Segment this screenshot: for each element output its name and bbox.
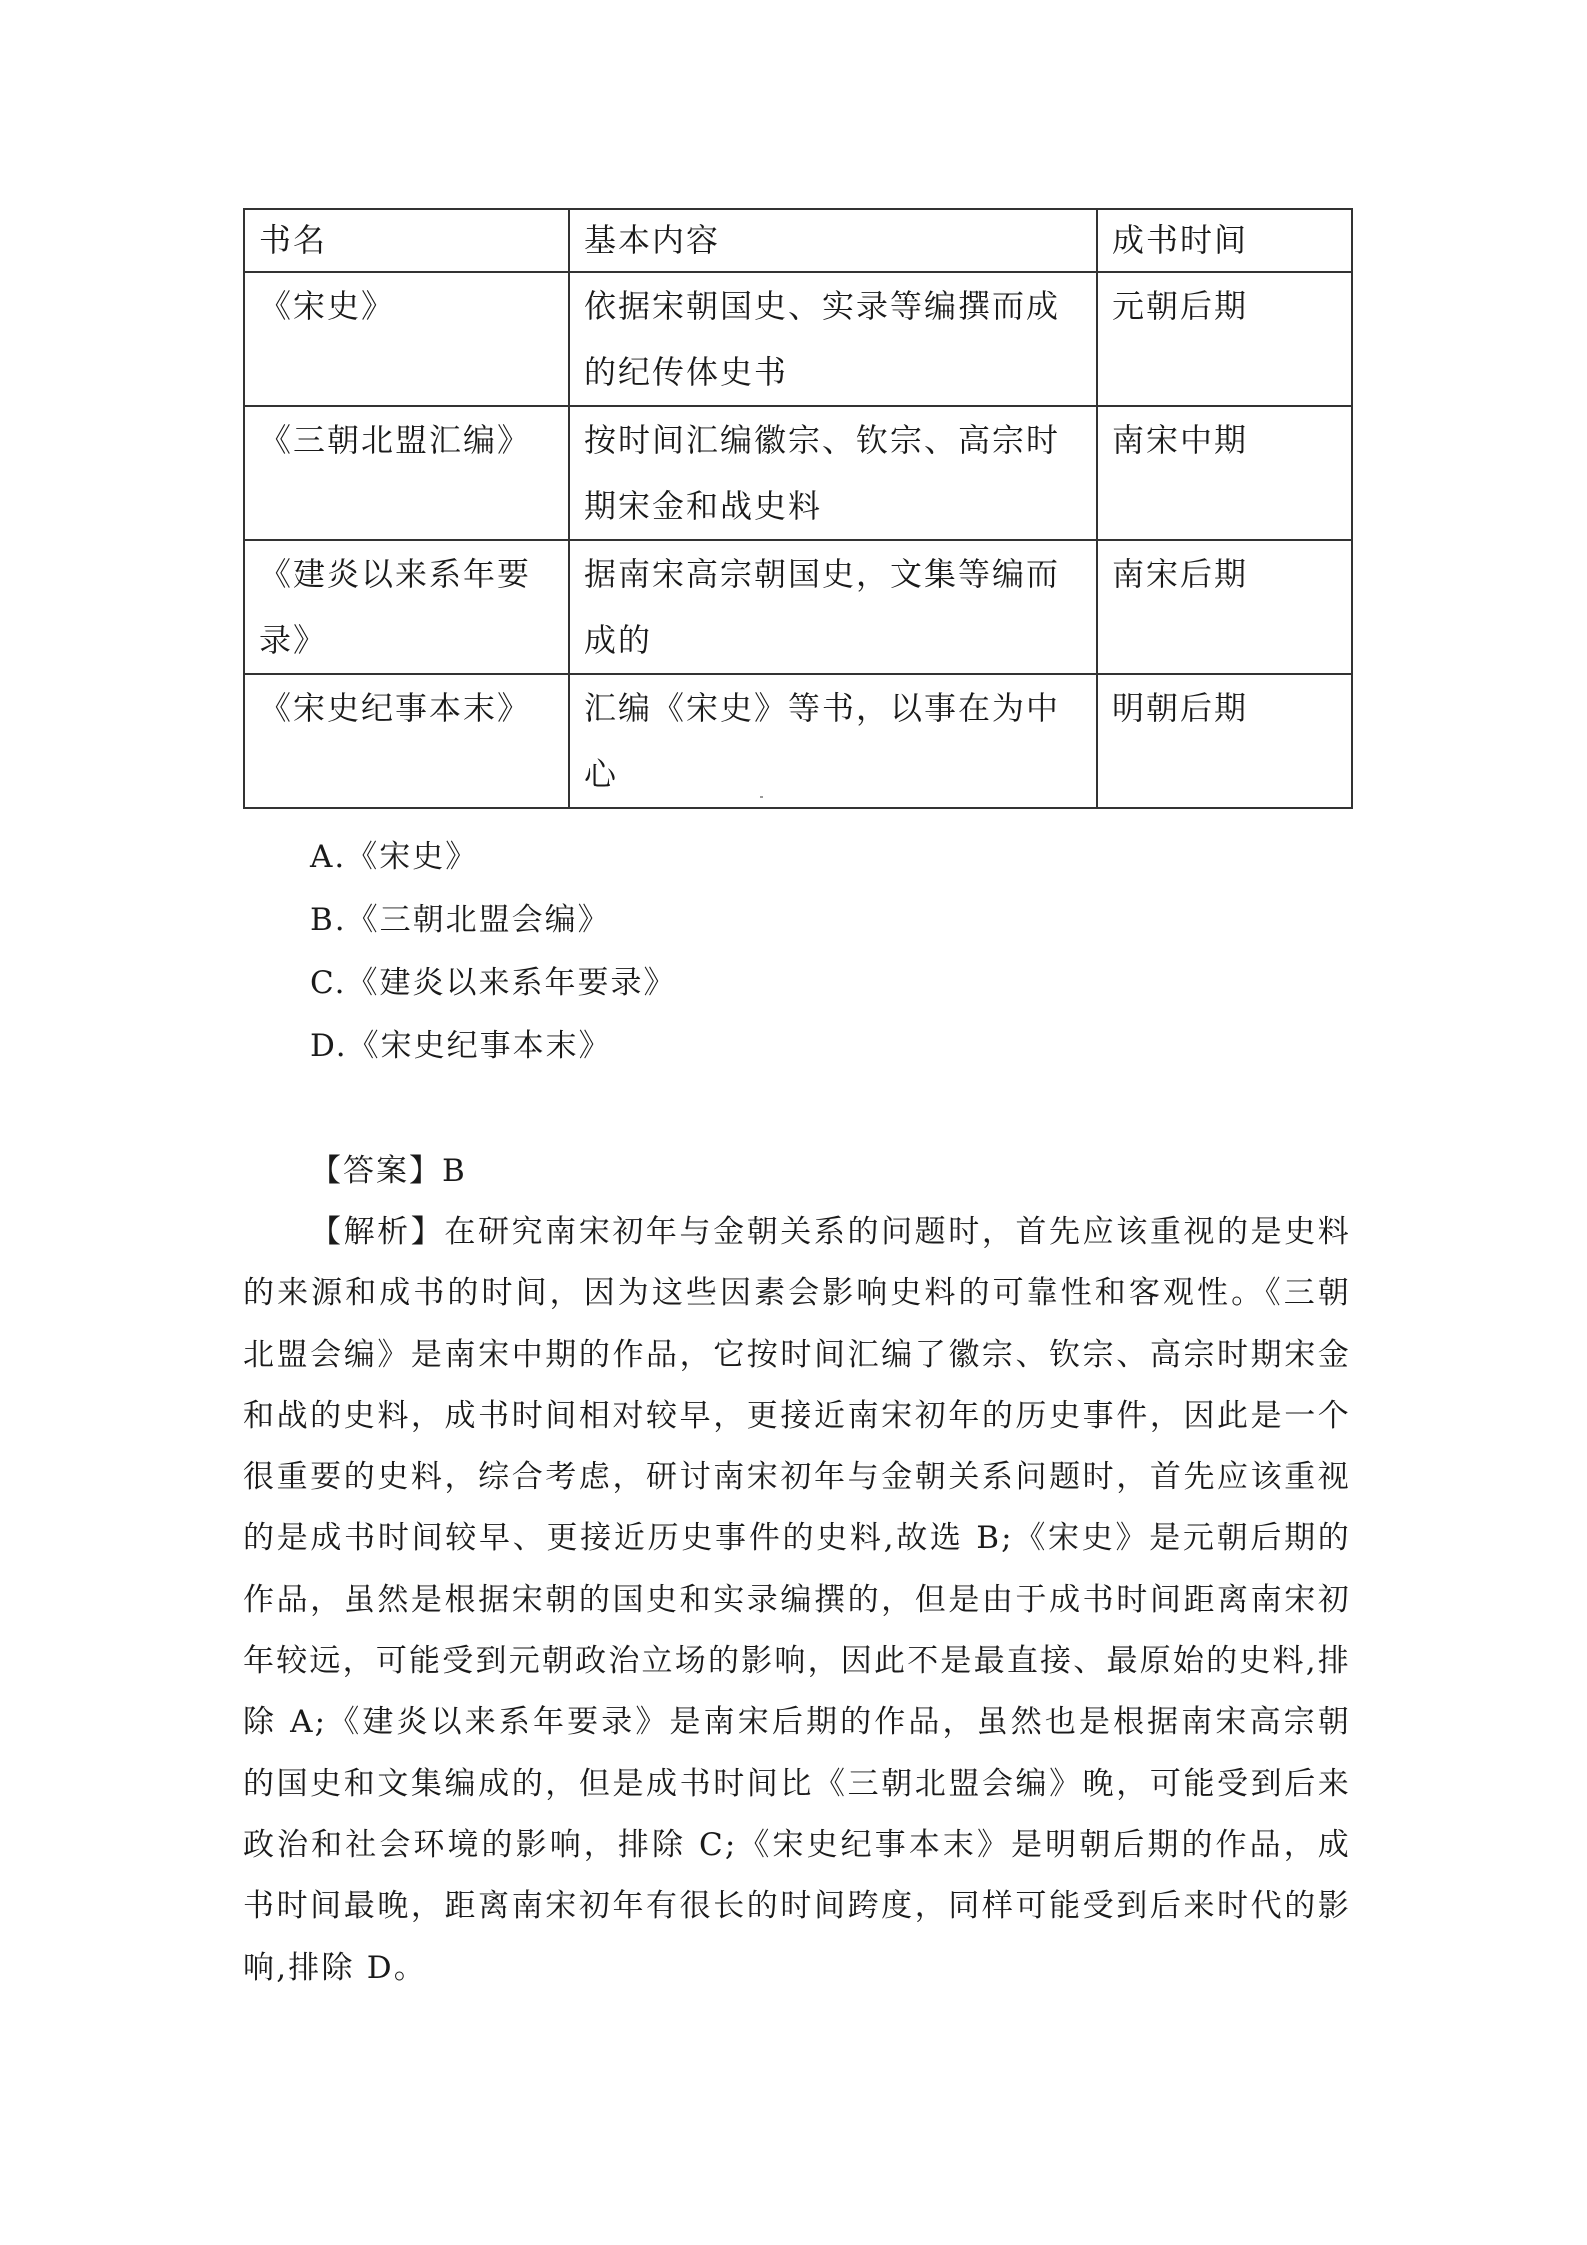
table-header-row <box>244 209 1352 272</box>
table-row <box>244 540 1352 674</box>
book-name-cell: 《建炎以来系年要录》 <box>244 540 569 674</box>
book-time-cell: 元朝后期 <box>1097 272 1352 406</box>
option-c-label: C. <box>310 965 347 1001</box>
book-name-cell: 《宋史》 <box>244 272 569 406</box>
book-name-cell: 《宋史纪事本末》 <box>244 674 569 808</box>
analysis-paragraph <box>243 1202 1351 1999</box>
book-time-cell: 明朝后期 <box>1097 674 1352 808</box>
answer-line <box>310 1140 467 1202</box>
option-a-label: A. <box>310 839 347 875</box>
table-row <box>244 674 1352 808</box>
book-content-cell: 依据宋朝国史、实录等编撰而成的纪传体史书 <box>569 272 1097 406</box>
table-row <box>244 272 1352 406</box>
option-b-text: 《三朝北盟会编》 <box>346 902 611 938</box>
header-time: 成书时间 <box>1097 209 1352 272</box>
table-row <box>244 406 1352 540</box>
book-content-cell: 据南宋高宗朝国史，文集等编而成的 <box>569 540 1097 674</box>
option-d <box>310 1015 676 1078</box>
stray-mark <box>760 796 763 798</box>
option-d-text: 《宋史纪事本末》 <box>347 1028 612 1064</box>
option-b <box>310 889 676 952</box>
answer-label: 【答案】 <box>310 1153 442 1189</box>
header-content: 基本内容 <box>569 209 1097 272</box>
option-d-label: D. <box>310 1028 348 1064</box>
book-content-cell: 按时间汇编徽宗、钦宗、高宗时期宋金和战史料 <box>569 406 1097 540</box>
option-a <box>310 826 676 889</box>
analysis-text: 在研究南宋初年与金朝关系的问题时，首先应该重视的是史料的来源和成书的时间，因为这些因素会影响史料的可靠性和客观性。《三朝北盟会编》是南宋中期的作品，它按时间汇编了徽宗、钦宗、高宗时期宋金和战的史料，成书时间相对较早，更接近南宋初年的历史事件，因此是一个很重要的史料，综合考虑，研讨南宋初年与金朝关系问题时，首先应该重视的是成书时间较早、更接近历史事件的史料,故选 B;《宋史》是元朝后期的作品，虽然是根据宋朝的国史和实录编撰的，但是由于成书时间距离南宋初年较远，可能受到元朝政治立场的影响，因此不是最直接、最原始的史料,排除 A;《建炎以来系年要录》是南宋后期的作品，虽然也是根据南宋高宗朝的国史和文集编成的，但是成书时间比《三朝北盟会编》晚，可能受到后来政治和社会环境的影响，排除 C;《宋史纪事本末》是明朝后期的作品，成书时间最晚，距离南宋初年有很长的时间跨度，同样可能受到后来时代的影响,排除 D。 <box>243 1214 1351 1986</box>
book-name-cell: 《三朝北盟汇编》 <box>244 406 569 540</box>
option-c-text: 《建炎以来系年要录》 <box>346 965 677 1001</box>
option-b-label: B. <box>310 902 347 938</box>
header-book-name: 书名 <box>244 209 569 272</box>
answer-options <box>310 826 676 1078</box>
book-time-cell: 南宋后期 <box>1097 540 1352 674</box>
book-content-cell: 汇编《宋史》等书，以事在为中心 <box>569 674 1097 808</box>
answer-value: B <box>442 1153 467 1189</box>
analysis-label: 【解析】 <box>310 1214 445 1250</box>
book-time-cell: 南宋中期 <box>1097 406 1352 540</box>
option-a-text: 《宋史》 <box>346 839 479 875</box>
option-c <box>310 952 676 1015</box>
books-table <box>243 208 1353 809</box>
